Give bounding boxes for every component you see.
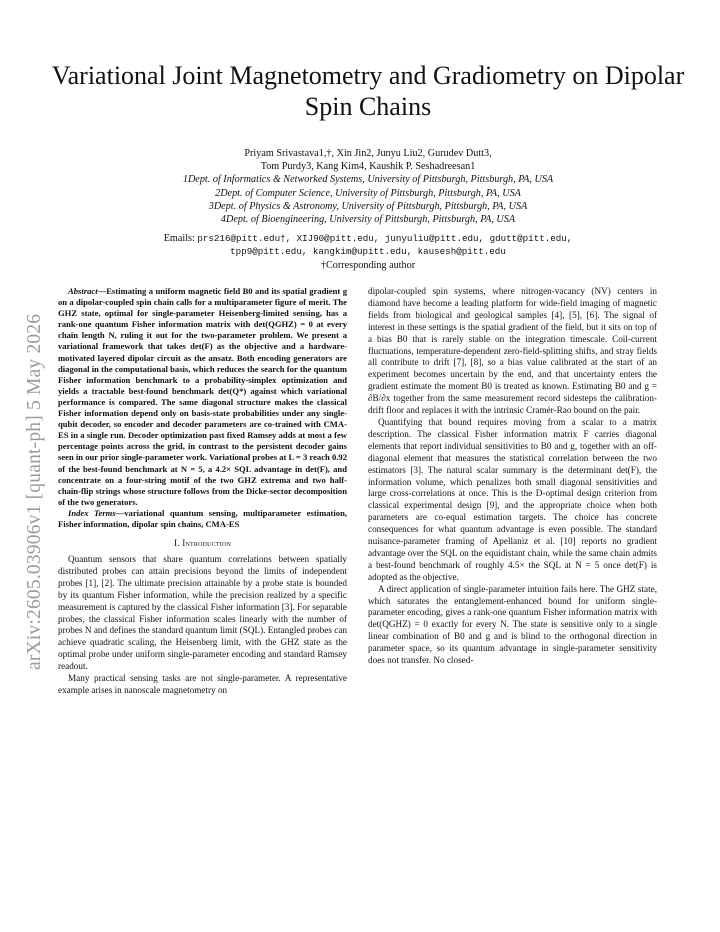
author-block: [60, 147, 676, 272]
paragraph: dipolar-coupled spin systems, where nitrogen-vacancy (NV) centers in diamond have become a leading platform for wide-field imaging of magnetic fields from biological and geological samples [4], [5], [6]. The signal of interest in these settings is the spatial gradient of the field, but it sits on top of a bias B0 that is rarely stable on the integration timescale. Coil-current fluctuations, temperature-dependent zero-field-splitting shifts, and stray fields all contribute to drift [7], [8], so a bias value calibrated at the start of an experiment becomes uncertain by the end, and that uncertainty enters the gradient estimate the moment B0 is treated as known. Estimating B0 and g = ∂B/∂x together from the same measurement record sidesteps the calibration-drift floor and replaces it with the intrinsic Cramér-Rao bound on the pair.: [368, 286, 657, 416]
paragraph: Quantum sensors that share quantum correlations between spatially distributed probes can attain precisions beyond the limits of independent probes [1], [2]. The ultimate precision attainable by a probe state is bounded by its quantum Fisher information, while the precision realized by a specific measurement is captured by the classical Fisher information [3]. For separable probes, the classical Fisher information scales linearly with the number of probes N and defines the standard quantum limit (SQL). Entangled probes can achieve quadratic scaling, the Heisenberg limit, with the GHZ state as the optimal probe under uniform single-parameter encoding and standard Ramsey readout.: [58, 553, 347, 672]
abstract: [58, 286, 347, 508]
author-line-2: Tom Purdy3, Kang Kim4, Kaushik P. Seshadreesan1: [260, 161, 476, 173]
email-line-1: [60, 232, 676, 245]
section-number: I.: [173, 538, 180, 549]
section-heading: [58, 538, 347, 550]
abstract-text: Estimating a uniform magnetic field B0 and its spatial gradient g on a dipolar-coupled spin chain calls for a multiparameter figure of merit. The GHZ state, optimal for single-parameter Heisenberg-limited sensing, has a rank-one quantum Fisher information matrix with det(QGHZ) = 0 at every chain length N, ruling it out for the two-parameter problem. We present a variational framework that takes det(F) as the objective and a hardware-motivated layered dipolar circuit as the ansatz. Both encoding generators are diagonal in the computational basis, which reduces the search for the quantum Fisher information benchmark to a probability-simplex optimization and yields a tractable best-found benchmark det(Q*) against which variational performance is compared. The same diagonal structure makes the classical Fisher information depend only on basis-state probabilities under any single-qubit decoder, so encoder and decoder parameters are co-trained with CMA-ES in a single run. Decoder optimization past fixed Ramsey adds at most a few percentage points across the grid, in contrast to the persistent decoder gains seen in our prior single-parameter work. Variational probes at L = 3 reach 0.92 of the best-found benchmark at N = 5, a 4.2× SQL advantage in det(F), and concentrate on a four-string motif of the two GHZ extrema and two half-chain-flip strings whose structure follows from the Dicke-sector decomposition of the two generators.: [58, 286, 347, 507]
index-terms-label: Index Terms—: [68, 507, 125, 518]
paragraph: Quantifying that bound requires moving from a scalar to a matrix description. The classical Fisher information matrix F carries diagonal elements that report individual sensitivities to B0 and g, together with an off-diagonal element that measures the statistical correlation between the two estimators [3]. The natural scalar summary is the determinant det(F), the information volume, which penalizes both small diagonal sensitivities and large cross-correlations at once. This is the D-optimal design criterion from classical experimental design [9], and the appropriate choice when both parameters are co-equal estimation targets. The choice has concrete consequences for what quantum advantage is even possible. The standard nuisance-parameter framing of Apellaniz et al. [10] reports no gradient advantage over the SQL on the equidistant chain, while the same chain admits a best-found benchmark of roughly 4.5× the SQL at N = 5 once det(F) is adopted as the objective.: [368, 416, 657, 582]
emails-list-1: prs216@pitt.edu†, XIJ90@pitt.edu, junyuliu@pitt.edu, gdutt@pitt.edu,: [197, 233, 573, 245]
section-title: Introduction: [182, 538, 232, 549]
index-terms: [58, 508, 347, 530]
paper-title: Variational Joint Magnetometry and Gradiometry on Dipolar Spin Chains: [51, 61, 685, 121]
arxiv-stamp: arXiv:2605.03906v1 [quant-ph] 5 May 2026: [24, 313, 45, 670]
paragraph: A direct application of single-parameter intuition fails here. The GHZ state, which saturates the entanglement-enhanced bound for uniform single-parameter encoding, gives a rank-one quantum Fisher information matrix with det(QGHZ) = 0 exactly for every N. The state is sensitive only to a single linear combination of B0 and g and is blind to the orthogonal direction in parameter space, so its quantum advantage in single-parameter sensitivity does not transfer. No closed-: [368, 583, 657, 666]
index-terms-text: variational quantum sensing, multiparameter estimation, Fisher information, dipolar spin chains, CMA-ES: [58, 507, 347, 529]
emails-label: Emails:: [163, 233, 195, 245]
corresponding-author: †Corresponding author: [320, 259, 416, 271]
affiliation-4: 4Dept. of Bioengineering, University of Pittsburgh, Pittsburgh, PA, USA: [220, 214, 516, 226]
affiliation-2: 2Dept. of Computer Science, University of Pittsburgh, Pittsburgh, PA, USA: [215, 187, 521, 199]
email-line-2: tpp9@pitt.edu, kangkim@upitt.edu, kausesh@pitt.edu: [230, 246, 506, 258]
left-column: [58, 286, 347, 697]
paragraph: Many practical sensing tasks are not single-parameter. A representative example arises in nanoscale magnetometry on: [58, 673, 347, 695]
abstract-label: Abstract—: [68, 286, 107, 296]
affiliation-3: 3Dept. of Physics & Astronomy, University of Pittsburgh, Pittsburgh, PA, USA: [208, 200, 528, 212]
right-column: [368, 286, 657, 667]
affiliation-1: 1Dept. of Informatics & Networked Systems, University of Pittsburgh, Pittsburgh, PA, USA: [182, 174, 554, 186]
author-line-1: Priyam Srivastava1,†, Xin Jin2, Junyu Liu2, Gurudev Dutt3,: [244, 148, 492, 159]
